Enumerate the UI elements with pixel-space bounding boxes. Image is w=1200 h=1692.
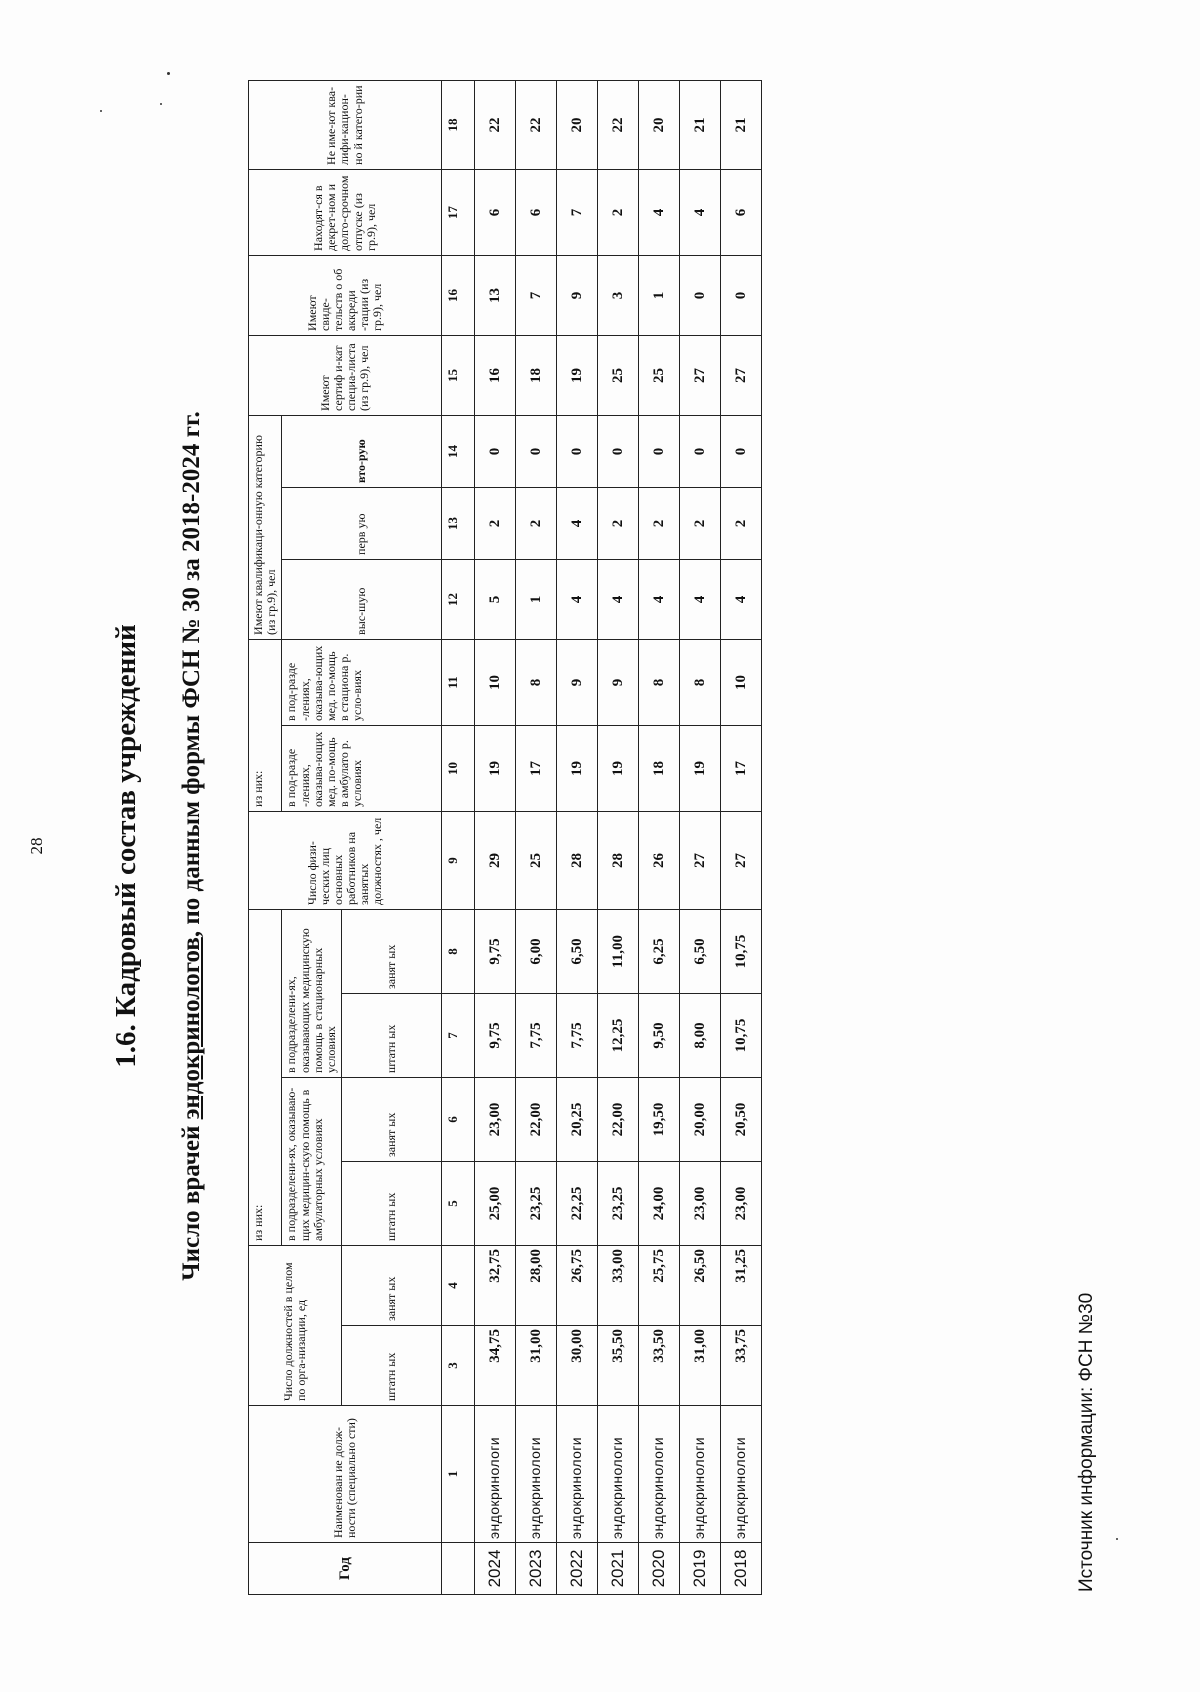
header-accreditation: Имеют свиде-тельств о об аккреди -тации (из гр.9), чел [249,255,442,335]
cell-c11: 10 [721,639,762,725]
cell-c17: 4 [639,169,680,255]
cell-c12: 5 [475,559,516,639]
cell-c17: 2 [598,169,639,255]
row-year: 2024 [475,1543,516,1595]
cell-c7: 9,75 [475,994,516,1078]
header-inpatient: в подразделени-ях, оказывающих медицинскую помощь в стационарных условиях [282,909,342,1077]
cell-c8: 9,75 [475,909,516,993]
row-year: 2022 [557,1543,598,1595]
cell-c15: 25 [598,335,639,415]
cell-c18: 20 [639,80,680,169]
cell-c11: 9 [598,639,639,725]
cell-c17: 6 [475,169,516,255]
cell-c11: 8 [516,639,557,725]
table-row [680,80,721,1594]
cell-c13: 2 [598,487,639,559]
cell-c3: 34,75 [475,1326,516,1406]
header-occupied-inpatient: занят ых [342,909,442,993]
cell-c16: 1 [639,255,680,335]
cell-c5: 22,25 [557,1162,598,1246]
cell-c4: 26,50 [680,1246,721,1326]
cell-c17: 7 [557,169,598,255]
column-number: 12 [442,559,475,639]
table-row [639,80,680,1594]
cell-c13: 2 [516,487,557,559]
row-year: 2020 [639,1543,680,1595]
header-staff-outpatient: штатн ых [342,1162,442,1246]
cell-c12: 4 [557,559,598,639]
cell-c6: 20,00 [680,1078,721,1162]
header-no-category: Не име-ют ква-лифи-кацион-но й катего-рии [249,80,442,169]
column-number: 13 [442,487,475,559]
cell-c15: 25 [639,335,680,415]
cell-c11: 9 [557,639,598,725]
cell-c10: 17 [516,725,557,811]
cell-c11: 8 [680,639,721,725]
cell-c12: 4 [598,559,639,639]
row-year: 2019 [680,1543,721,1595]
header-qualification: Имеют квалификаци-онную категорию (из гр.9), чел [249,415,282,639]
cell-c14: 0 [680,415,721,487]
cell-c4: 28,00 [516,1246,557,1326]
cell-c13: 2 [475,487,516,559]
table-title-prefix: Число врачей [178,1119,205,1281]
cell-c14: 0 [721,415,762,487]
row-specialty: эндокринологи [639,1406,680,1543]
header-year: Год [249,1543,442,1595]
column-number: 3 [442,1326,475,1406]
cell-c10: 19 [598,725,639,811]
header-individuals: Число физи-ческих лиц основных работников на занятых должностях , чел [249,811,442,909]
page-number: 28 [27,837,46,855]
cell-c4: 32,75 [475,1246,516,1326]
header-outpatient: в подразделени-ях, оказываю-щих медицин-скую помощь в амбулаторных условиях [282,1078,342,1246]
scan-speck [100,110,102,112]
row-specialty: эндокринологи [721,1406,762,1543]
row-specialty: эндокринологи [516,1406,557,1543]
cell-c15: 27 [721,335,762,415]
cell-c12: 1 [516,559,557,639]
column-number: 11 [442,639,475,725]
column-number: 10 [442,725,475,811]
header-staff-inpatient: штатн ых [342,994,442,1078]
cell-c9: 26 [639,811,680,909]
header-ind-outpatient: в под-разде -лениях, оказыва-ющих мед. по-мощь в амбулато р. условиях [282,725,442,811]
cell-c10: 19 [475,725,516,811]
cell-c3: 33,75 [721,1326,762,1406]
cell-c8: 6,50 [680,909,721,993]
cell-c4: 31,25 [721,1246,762,1326]
header-highest: выс-шую [282,559,442,639]
cell-c3: 35,50 [598,1326,639,1406]
header-occupied-outpatient: занят ых [342,1078,442,1162]
cell-c15: 27 [680,335,721,415]
cell-c4: 25,75 [639,1246,680,1326]
cell-c18: 22 [516,80,557,169]
header-second: вто-рую [282,415,442,487]
column-number-empty [442,1543,475,1595]
cell-c17: 6 [721,169,762,255]
cell-c17: 4 [680,169,721,255]
column-number: 8 [442,909,475,993]
header-first: перв ую [282,487,442,559]
column-number: 15 [442,335,475,415]
header-leave: Находят-ся в декрет-ном и долго-срочном отпуске (из гр.9), чел [249,169,442,255]
scan-speck [167,72,170,75]
column-number: 18 [442,80,475,169]
cell-c16: 9 [557,255,598,335]
cell-c5: 24,00 [639,1162,680,1246]
row-year: 2023 [516,1543,557,1595]
column-number: 6 [442,1078,475,1162]
header-occupied-total: занят ых [342,1246,442,1326]
cell-c7: 7,75 [516,994,557,1078]
cell-c14: 0 [557,415,598,487]
column-number: 4 [442,1246,475,1326]
cell-c9: 25 [516,811,557,909]
scan-speck [160,103,162,105]
header-name: Наименован ие долж-ности (специально сти) [249,1406,442,1543]
cell-c14: 0 [598,415,639,487]
header-of-them-2: из них: [249,639,282,811]
data-rows [475,80,762,1594]
cell-c3: 31,00 [680,1326,721,1406]
cell-c10: 18 [639,725,680,811]
cell-c18: 22 [475,80,516,169]
cell-c13: 2 [721,487,762,559]
table-row [475,80,516,1594]
scan-speck [1116,1538,1118,1540]
cell-c16: 0 [721,255,762,335]
table-row [557,80,598,1594]
staff-table [248,80,762,1595]
cell-c12: 4 [680,559,721,639]
column-number: 17 [442,169,475,255]
cell-c5: 25,00 [475,1162,516,1246]
cell-c12: 4 [721,559,762,639]
cell-c13: 2 [680,487,721,559]
cell-c15: 18 [516,335,557,415]
header-certificate: Имеют сертиф и-кат специа-листа (из гр.9), чел [249,335,442,415]
cell-c5: 23,25 [598,1162,639,1246]
cell-c16: 0 [680,255,721,335]
cell-c10: 19 [557,725,598,811]
cell-c9: 28 [557,811,598,909]
header-row-1 [249,80,282,1594]
cell-c10: 17 [721,725,762,811]
cell-c11: 10 [475,639,516,725]
cell-c7: 7,75 [557,994,598,1078]
header-staff-total: штатн ых [342,1326,442,1406]
table-title-specialty: эндокринологов [178,937,205,1120]
row-specialty: эндокринологи [475,1406,516,1543]
row-specialty: эндокринологи [557,1406,598,1543]
cell-c4: 33,00 [598,1246,639,1326]
cell-c6: 22,00 [598,1078,639,1162]
column-number: 16 [442,255,475,335]
cell-c8: 6,00 [516,909,557,993]
cell-c8: 11,00 [598,909,639,993]
table-row [598,80,639,1594]
cell-c3: 31,00 [516,1326,557,1406]
column-number: 5 [442,1162,475,1246]
column-number: 14 [442,415,475,487]
cell-c6: 19,50 [639,1078,680,1162]
cell-c9: 29 [475,811,516,909]
cell-c11: 8 [639,639,680,725]
cell-c8: 6,25 [639,909,680,993]
cell-c12: 4 [639,559,680,639]
header-of-them: из них: [249,909,282,1245]
cell-c5: 23,25 [516,1162,557,1246]
cell-c18: 20 [557,80,598,169]
table-title [178,0,206,1692]
cell-c14: 0 [475,415,516,487]
section-title: 1.6. Кадровый состав учреждений [110,624,142,1068]
cell-c18: 22 [598,80,639,169]
header-ind-inpatient: в под-разде -лениях, оказыва-ющих мед. по-мощь в стациона р. усло-виях [282,639,442,725]
cell-c6: 22,00 [516,1078,557,1162]
row-year: 2021 [598,1543,639,1595]
cell-c9: 28 [598,811,639,909]
cell-c5: 23,00 [680,1162,721,1246]
cell-c16: 3 [598,255,639,335]
cell-c14: 0 [639,415,680,487]
cell-c7: 10,75 [721,994,762,1078]
cell-c7: 12,25 [598,994,639,1078]
cell-c15: 19 [557,335,598,415]
column-number: 7 [442,994,475,1078]
cell-c10: 19 [680,725,721,811]
cell-c18: 21 [680,80,721,169]
cell-c9: 27 [680,811,721,909]
cell-c5: 23,00 [721,1162,762,1246]
cell-c14: 0 [516,415,557,487]
cell-c8: 6,50 [557,909,598,993]
cell-c13: 2 [639,487,680,559]
cell-c4: 26,75 [557,1246,598,1326]
column-number: 1 [442,1406,475,1543]
cell-c15: 16 [475,335,516,415]
cell-c7: 8,00 [680,994,721,1078]
row-year: 2018 [721,1543,762,1595]
source-note: Источник информации: ФСН №30 [1076,1292,1097,1592]
row-specialty: эндокринологи [598,1406,639,1543]
cell-c13: 4 [557,487,598,559]
cell-c3: 30,00 [557,1326,598,1406]
row-specialty: эндокринологи [680,1406,721,1543]
cell-c7: 9,50 [639,994,680,1078]
cell-c8: 10,75 [721,909,762,993]
cell-c6: 20,25 [557,1078,598,1162]
cell-c9: 27 [721,811,762,909]
cell-c18: 21 [721,80,762,169]
table-row [516,80,557,1594]
cell-c17: 6 [516,169,557,255]
column-number: 9 [442,811,475,909]
table-row [721,80,762,1594]
table-title-suffix: , по данным формы ФСН № 30 за 2018-2024 гг. [178,411,205,938]
column-number-row [442,80,475,1594]
cell-c6: 20,50 [721,1078,762,1162]
header-positions: Число должностей в целом по орга-низации, ед [249,1246,342,1406]
cell-c16: 13 [475,255,516,335]
cell-c6: 23,00 [475,1078,516,1162]
cell-c16: 7 [516,255,557,335]
cell-c3: 33,50 [639,1326,680,1406]
